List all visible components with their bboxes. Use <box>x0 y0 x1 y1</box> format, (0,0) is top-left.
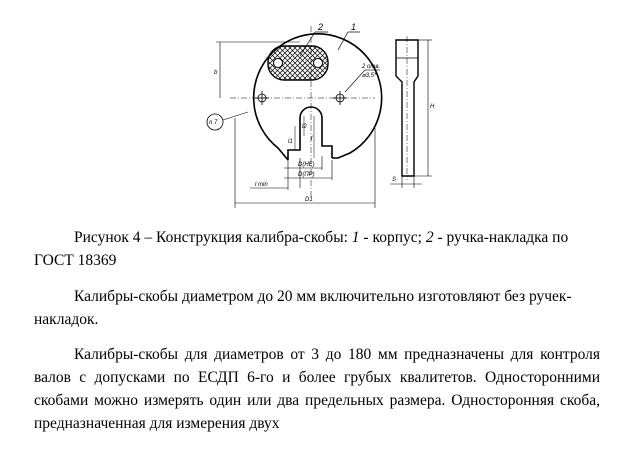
dim-l-min-label: l min <box>255 182 268 188</box>
paragraph-1-text: Калибры-скобы диаметром до 20 мм включительно изготовляют без ручек-накладок. <box>34 288 572 328</box>
paragraph-1 <box>34 285 600 331</box>
side-view <box>396 36 418 180</box>
caption-prefix: Рисунок 4 – Конструкция калибра-скобы: <box>74 229 352 246</box>
figure-caption <box>34 226 600 272</box>
two-holes-label: 2 отв. <box>362 64 381 70</box>
caption-item2-text: - ручка-накладка по ГОСТ 18369 <box>34 229 569 269</box>
caption-item1-text: - корпус; <box>359 229 426 246</box>
dim-h-label: H <box>430 104 435 110</box>
part-label-2: 2 <box>318 22 324 32</box>
hole-diameter-label: ⌀3,5* <box>362 73 377 79</box>
dim-s-label: S <box>392 177 397 183</box>
dim-d-pr-label: D(ПР) <box>298 172 315 178</box>
dim-l2-label: l2 <box>302 124 307 130</box>
handle-overlay <box>268 46 328 80</box>
caption-item2-number: 2 <box>425 229 434 246</box>
paragraph-2 <box>34 343 600 435</box>
dim-d-ne-label: D(HE) <box>298 162 315 168</box>
paragraph-2-text: Калибры-скобы для диаметров от 3 до 180 мм предназначены для контроля валов с допусками по ЕСДП 6-го и более грубых квалитетов. Односторонними скобами можно измерять один или два предельных размера. Односторонняя скоба, предназначенная для измерения двух <box>34 346 600 432</box>
dim-b-label: b <box>214 70 218 76</box>
caliper-gauge-drawing <box>200 8 460 214</box>
part-label-1: 1 <box>351 22 357 32</box>
dim-d1-label: D1 <box>305 197 313 203</box>
caption-item1-number: 1 <box>351 229 360 246</box>
dim-l1-label: l1 <box>288 139 293 145</box>
dim-n7-label: n 7 <box>209 120 218 126</box>
dim-l-label: l <box>311 136 313 142</box>
technical-drawing <box>200 8 460 214</box>
